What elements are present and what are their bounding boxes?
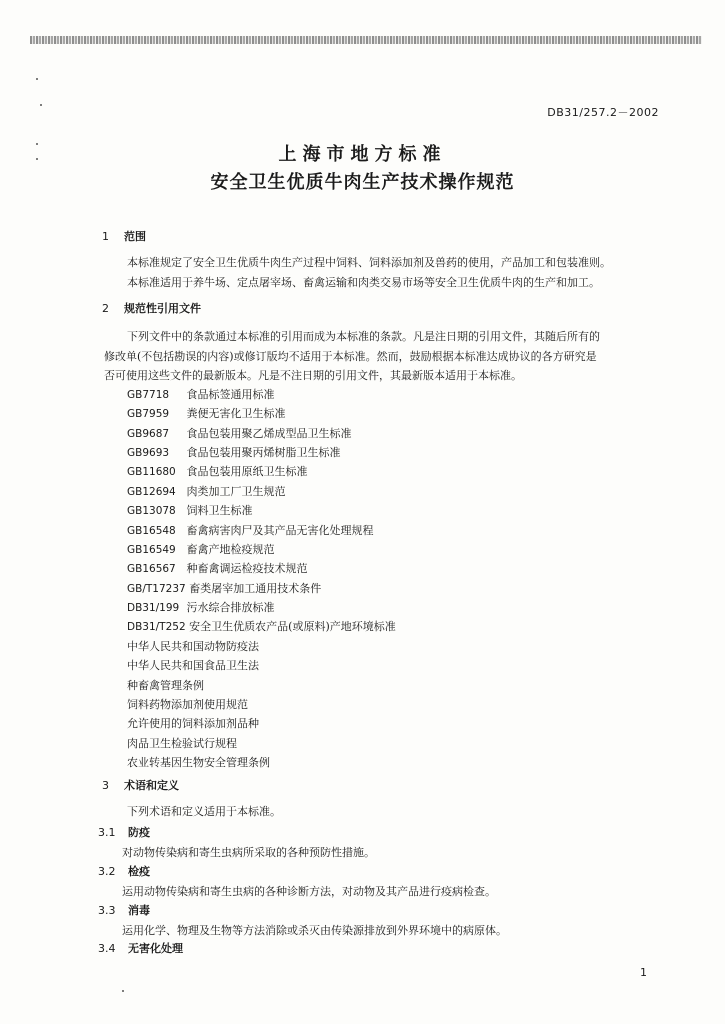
reference-code: GB/T17237 — [127, 583, 186, 595]
document-number: DB31/257.2－2002 — [547, 106, 659, 119]
reference-item — [127, 446, 341, 460]
reference-title: 安全卫生优质农产品(或原料)产地环境标准 — [189, 620, 396, 633]
reference-code: GB13078 — [127, 505, 176, 517]
reference-item — [127, 717, 259, 731]
reference-code: DB31/T252 — [127, 621, 186, 633]
reference-item — [127, 756, 270, 770]
reference-item — [127, 427, 352, 441]
reference-code: GB12694 — [127, 486, 176, 498]
section-2-paragraph-line: 否可使用这些文件的最新版本。凡是不注日期的引用文件，其最新版本适用于本标准。 — [104, 369, 522, 382]
term-heading-3-3 — [98, 904, 150, 918]
term-heading-3-1 — [98, 826, 150, 840]
reference-code: DB31/199 — [127, 602, 180, 614]
reference-code: GB16567 — [127, 563, 176, 575]
reference-title: 污水综合排放标准 — [186, 601, 275, 614]
term-number: 3.2 — [98, 865, 116, 878]
section-title: 范围 — [124, 230, 146, 243]
reference-title: 粪便无害化卫生标准 — [186, 407, 286, 420]
term-name: 无害化处理 — [128, 942, 183, 955]
reference-item — [127, 659, 259, 673]
document-title-line2: 安全卫生优质牛肉生产技术操作规范 — [210, 172, 515, 193]
term-name: 消毒 — [128, 904, 150, 917]
reference-code: GB16549 — [127, 544, 176, 556]
term-definition: 运用化学、物理及生物等方法消除或杀灭由传染源排放到外界环境中的病原体。 — [122, 924, 507, 937]
reference-title: 畜禽病害肉尸及其产品无害化处理规程 — [186, 524, 374, 537]
term-name: 防疫 — [128, 826, 150, 839]
reference-title: 种畜禽调运检疫技术规范 — [186, 562, 308, 575]
reference-item — [127, 601, 275, 615]
reference-item — [127, 640, 259, 654]
section-1-paragraph-1: 本标准规定了安全卫生优质牛肉生产过程中饲料、饲料添加剂及兽药的使用，产品加工和包装准则。 — [127, 256, 611, 269]
reference-item — [127, 388, 275, 402]
reference-item — [127, 465, 308, 479]
reference-title: 食品包装用原纸卫生标准 — [186, 465, 308, 478]
page-number: 1 — [640, 966, 647, 979]
reference-title: 食品包装用聚乙烯成型品卫生标准 — [186, 427, 352, 440]
section-3-intro: 下列术语和定义适用于本标准。 — [127, 805, 281, 818]
reference-item — [127, 407, 286, 421]
scan-speck — [122, 990, 124, 992]
term-number: 3.4 — [98, 942, 116, 955]
reference-item — [127, 698, 248, 712]
reference-title: 畜类屠宰加工通用技术条件 — [189, 582, 322, 595]
section-3-heading — [102, 779, 179, 793]
reference-title: 允许使用的饲料添加剂品种 — [127, 717, 259, 730]
reference-title: 肉类加工厂卫生规范 — [186, 485, 286, 498]
reference-item — [127, 679, 204, 693]
reference-code: GB9693 — [127, 447, 170, 459]
section-number: 3 — [102, 779, 109, 792]
reference-title: 食品标签通用标准 — [186, 388, 275, 401]
section-1-paragraph-2: 本标准适用于养牛场、定点屠宰场、畜禽运输和肉类交易市场等安全卫生优质牛肉的生产和加工。 — [127, 276, 600, 289]
scan-speck — [36, 78, 38, 80]
reference-item — [127, 524, 374, 538]
term-number: 3.1 — [98, 826, 116, 839]
reference-code: GB16548 — [127, 525, 176, 537]
term-definition: 对动物传染病和寄生虫病所采取的各种预防性措施。 — [122, 846, 375, 859]
scan-noise-bar — [30, 36, 702, 44]
reference-title: 农业转基因生物安全管理条例 — [127, 756, 270, 769]
section-title: 术语和定义 — [124, 779, 179, 792]
reference-title: 种畜禽管理条例 — [127, 679, 204, 692]
reference-code: GB7718 — [127, 389, 170, 401]
document-title-line1: 上海市地方标准 — [278, 144, 447, 165]
reference-item — [127, 543, 275, 557]
term-definition: 运用动物传染病和寄生虫病的各种诊断方法，对动物及其产品进行疫病检查。 — [122, 885, 496, 898]
term-heading-3-2 — [98, 865, 150, 879]
reference-code: GB11680 — [127, 466, 176, 478]
reference-item — [127, 737, 237, 751]
reference-item — [127, 562, 308, 576]
reference-item — [127, 582, 321, 596]
reference-title: 肉品卫生检验试行规程 — [127, 737, 237, 750]
section-number: 1 — [102, 230, 109, 243]
section-title: 规范性引用文件 — [124, 302, 201, 315]
reference-title: 畜禽产地检疫规范 — [186, 543, 275, 556]
reference-title: 中华人民共和国动物防疫法 — [127, 640, 259, 653]
section-2-paragraph-line: 修改单(不包括勘误的内容)或修订版均不适用于本标准。然而，鼓励根据本标准达成协议的各方研究是 — [104, 350, 597, 363]
reference-item — [127, 504, 253, 518]
reference-title: 饲料药物添加剂使用规范 — [127, 698, 248, 711]
reference-item — [127, 485, 286, 499]
section-number: 2 — [102, 302, 109, 315]
term-number: 3.3 — [98, 904, 116, 917]
reference-title: 中华人民共和国食品卫生法 — [127, 659, 259, 672]
reference-code: GB7959 — [127, 408, 170, 420]
section-1-heading — [102, 230, 146, 244]
reference-title: 食品包装用聚丙烯树脂卫生标准 — [186, 446, 341, 459]
scan-speck — [40, 104, 42, 106]
reference-code: GB9687 — [127, 428, 170, 440]
reference-title: 饲料卫生标准 — [186, 504, 253, 517]
term-heading-3-4 — [98, 942, 183, 956]
section-2-heading — [102, 302, 201, 316]
reference-item — [127, 620, 396, 634]
term-name: 检疫 — [128, 865, 150, 878]
section-2-paragraph-line: 下列文件中的条款通过本标准的引用而成为本标准的条款。凡是注日期的引用文件，其随后所有的 — [127, 330, 600, 343]
